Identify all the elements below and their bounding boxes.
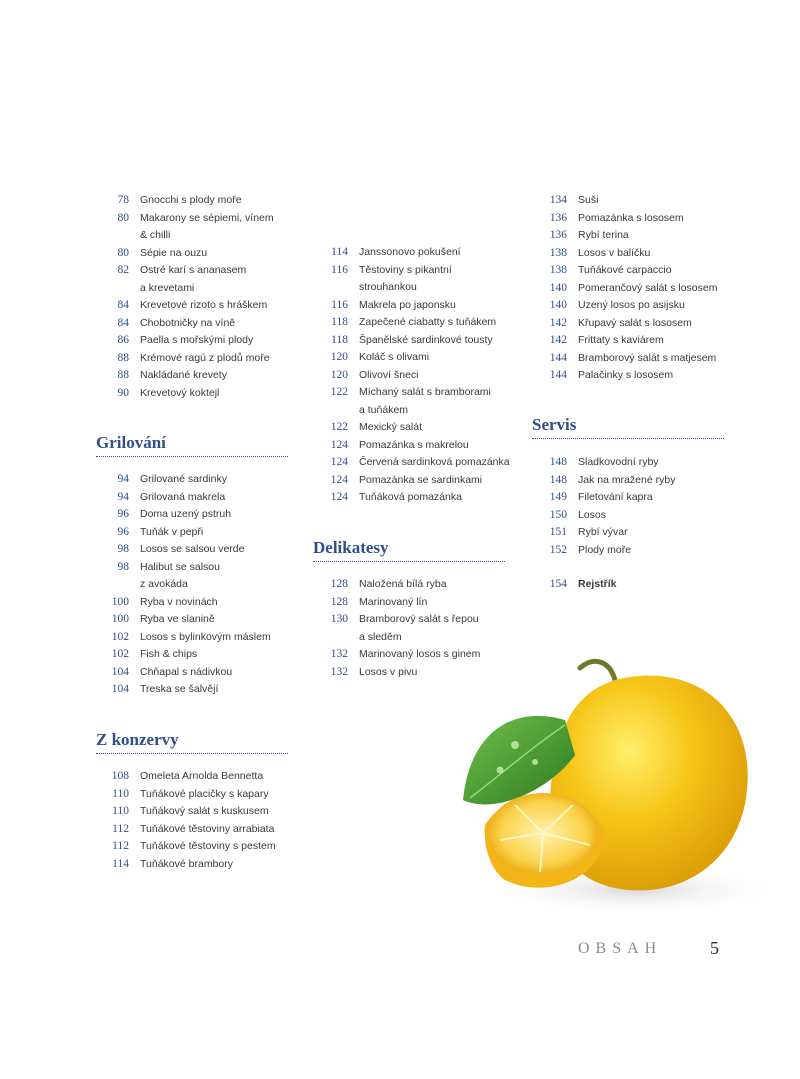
- section-header-delikatesy: [312, 538, 505, 562]
- entry-title: Mexický salát: [359, 421, 423, 433]
- page-number: 142: [549, 316, 567, 329]
- entry-title: a tuňákem: [359, 403, 409, 416]
- toc-entry: [95, 629, 295, 647]
- toc-entry: [95, 594, 295, 612]
- entry-title: Tuňákový salát s kuskusem: [140, 805, 269, 817]
- entry-title: Pomazánka s makrelou: [359, 438, 469, 451]
- entry-title: Pomazánka s lososem: [578, 211, 684, 224]
- entry-title: Marinovaný lín: [359, 595, 428, 608]
- entry-title: Jak na mražené ryby: [578, 473, 676, 486]
- toc-entry: [95, 768, 295, 786]
- page-number: 96: [117, 525, 129, 538]
- toc-entry: [533, 315, 733, 333]
- toc-entry: [314, 332, 514, 350]
- toc-column-3: [533, 192, 733, 385]
- entry-title: Křupavý salát s lososem: [578, 316, 692, 329]
- page-number: 78: [117, 194, 129, 206]
- toc-entry: [533, 262, 733, 280]
- page-number: 80: [117, 211, 129, 224]
- toc-entry: [314, 419, 514, 437]
- page-number: 90: [117, 386, 129, 399]
- toc-entry: [95, 245, 295, 263]
- page-number: 142: [549, 334, 567, 346]
- entry-title: Treska se šalvějí: [140, 683, 219, 695]
- entry-title: Tuňákové brambory: [140, 857, 233, 870]
- toc-entry-continuation: [314, 279, 514, 297]
- page-number: 124: [330, 456, 348, 468]
- page-number: 110: [112, 805, 129, 817]
- entry-title: Suši: [578, 194, 599, 206]
- page-number: 114: [112, 857, 129, 870]
- page-number: 86: [117, 334, 129, 346]
- toc-entry: [533, 280, 733, 298]
- toc-entry: [95, 471, 295, 489]
- toc-entry: [314, 454, 514, 472]
- page-number: 88: [117, 369, 129, 381]
- entry-title: Nakládané krevety: [140, 369, 227, 381]
- entry-title: Naložená bílá ryba: [359, 578, 447, 590]
- entry-title: Krevetový koktejl: [140, 386, 220, 399]
- toc-entry: [95, 350, 295, 368]
- toc-entry: [533, 210, 733, 228]
- toc-entry: [95, 559, 295, 577]
- entry-title: Losos: [578, 508, 607, 521]
- toc-entry: [533, 524, 733, 542]
- entry-title: Tuňáková pomazánka: [359, 491, 462, 503]
- toc-entry: [95, 611, 295, 629]
- toc-entry: [314, 349, 514, 367]
- page-number: 94: [117, 490, 129, 503]
- page-number: 88: [117, 351, 129, 364]
- page-number: 138: [549, 246, 567, 259]
- page-number: 132: [330, 648, 348, 660]
- page-number: 84: [117, 316, 129, 329]
- page-number: 110: [112, 787, 129, 800]
- toc-list: [95, 768, 295, 873]
- page-number: 128: [330, 595, 348, 608]
- entry-title: Tuňák v pepři: [140, 525, 204, 538]
- page-number: 108: [111, 770, 129, 782]
- entry-title: Fish & chips: [140, 648, 198, 660]
- entry-title: Pomerančový salát s lososem: [578, 281, 718, 294]
- page-number: 84: [117, 299, 129, 311]
- entry-title: Krémové ragú z plodů moře: [140, 351, 270, 364]
- toc-entry: [95, 315, 295, 333]
- toc-entry-continuation: [95, 227, 295, 245]
- entry-title: Krevetové rizoto s hráškem: [140, 299, 268, 311]
- toc-entry-continuation: [95, 280, 295, 298]
- page-number: 118: [331, 333, 348, 346]
- toc-entry: [314, 297, 514, 315]
- toc-entry: [95, 803, 295, 821]
- page-number: 98: [117, 560, 129, 573]
- entry-title: Grilovaná makrela: [140, 490, 226, 503]
- page-number: 120: [330, 368, 348, 381]
- page-number: 94: [117, 473, 129, 485]
- page-number: 152: [549, 543, 567, 556]
- entry-title: Chňapal s nádivkou: [140, 665, 233, 678]
- entry-title: Tuňákové placičky s kapary: [140, 787, 269, 800]
- toc-entry: [314, 384, 514, 402]
- entry-title: Filetování kapra: [578, 491, 653, 503]
- entry-title: Bramborový salát s matjesem: [578, 351, 717, 364]
- entry-title: Grilované sardinky: [140, 473, 227, 485]
- page-number: 124: [330, 438, 348, 451]
- entry-title: z avokáda: [140, 578, 188, 590]
- entry-title: Sladkovodní ryby: [578, 456, 659, 468]
- page-number: 80: [117, 246, 129, 259]
- toc-entry: [314, 594, 514, 612]
- entry-title: a krevetami: [140, 281, 195, 294]
- toc-column-3-servis: [533, 454, 733, 559]
- toc-entry: [533, 350, 733, 368]
- toc-entry: [95, 838, 295, 856]
- toc-column-1-grilovani: [95, 471, 295, 699]
- entry-title: Makarony se sépiemi, vínem: [140, 211, 274, 224]
- page-number: 128: [330, 578, 348, 590]
- entry-title: Koláč s olivami: [359, 351, 430, 363]
- toc-entry: [95, 681, 295, 699]
- page-number: 136: [549, 229, 567, 241]
- entry-title: Těstoviny s pikantní: [359, 263, 452, 276]
- toc-entry: [533, 227, 733, 245]
- section-title: Grilování: [96, 433, 288, 457]
- entry-title: Gnocchi s plody moře: [140, 194, 242, 206]
- toc-entry: [95, 646, 295, 664]
- toc-entry-continuation: [314, 402, 514, 420]
- entry-title: Zapečené ciabatty s tuňákem: [359, 316, 497, 328]
- entry-title: Rybí vývar: [578, 526, 628, 538]
- page-number: 104: [111, 665, 129, 678]
- toc-entry: [314, 437, 514, 455]
- toc-entry: [314, 367, 514, 385]
- toc-list: [533, 192, 733, 385]
- toc-entry: [533, 576, 733, 594]
- toc-entry: [533, 192, 733, 210]
- toc-entry: [314, 262, 514, 280]
- toc-entry: [95, 297, 295, 315]
- toc-entry-continuation: [95, 576, 295, 594]
- toc-entry: [95, 856, 295, 874]
- toc-index-entry: [533, 576, 733, 594]
- section-title: Delikatesy: [313, 538, 505, 562]
- toc-entry: [533, 332, 733, 350]
- page-number: 148: [549, 473, 567, 486]
- toc-entry: [95, 385, 295, 403]
- toc-column-2: [314, 244, 514, 507]
- entry-title: Janssonovo pokušení: [359, 246, 461, 258]
- entry-title: Tuňákové těstoviny arrabiata: [140, 822, 275, 835]
- page-number: 100: [111, 613, 129, 625]
- page-number: 116: [331, 298, 348, 311]
- page-number: 144: [549, 351, 567, 364]
- entry-title: Ryba ve slanině: [140, 613, 215, 625]
- page-number: 122: [330, 386, 348, 398]
- entry-title: Plody moře: [578, 543, 632, 556]
- toc-entry: [95, 332, 295, 350]
- toc-entry: [533, 472, 733, 490]
- toc-column-1: [95, 192, 295, 402]
- entry-title: Míchaný salát s bramborami: [359, 386, 491, 398]
- page-number: 102: [111, 630, 129, 643]
- page-number: 124: [330, 473, 348, 486]
- toc-entry: [95, 821, 295, 839]
- entry-title: Olivoví šneci: [359, 368, 419, 381]
- section-title: Servis: [532, 415, 724, 439]
- toc-column-1-z-konzervy: [95, 768, 295, 873]
- toc-entry: [95, 210, 295, 228]
- page-number: 144: [549, 369, 567, 381]
- toc-entry: [95, 489, 295, 507]
- entry-title: Marinovaný losos s ginem: [359, 648, 481, 660]
- toc-entry: [95, 786, 295, 804]
- entry-title: Červená sardinková pomazánka: [359, 456, 510, 468]
- page-number: 124: [330, 491, 348, 503]
- page-number: 82: [117, 264, 129, 276]
- page-number: 118: [331, 316, 348, 328]
- page-number: 138: [549, 264, 567, 276]
- toc-entry: [533, 454, 733, 472]
- toc-entry: [314, 244, 514, 262]
- page-number: 154: [549, 578, 567, 590]
- toc-list: [314, 244, 514, 507]
- page-number: 120: [330, 351, 348, 363]
- page-number: 114: [331, 246, 348, 258]
- toc-entry: [314, 576, 514, 594]
- page-number: 136: [549, 211, 567, 224]
- page-number-footer: 5: [710, 938, 719, 958]
- page-number: 134: [549, 194, 567, 206]
- toc-entry: [95, 262, 295, 280]
- lemon-with-leaf-icon: [455, 650, 785, 920]
- entry-title: Tuňákové těstoviny s pestem: [140, 840, 276, 852]
- section-label: OBSAH: [578, 940, 663, 957]
- entry-title: Losos v balíčku: [578, 246, 651, 259]
- entry-title: Bramborový salát s řepou: [359, 613, 479, 625]
- entry-title: Paella s mořskými plody: [140, 334, 254, 346]
- page-number: 140: [549, 299, 567, 311]
- entry-title: Losos v pivu: [359, 665, 418, 678]
- toc-entry: [95, 524, 295, 542]
- page-number: 102: [111, 648, 129, 660]
- toc-entry: [533, 367, 733, 385]
- toc-list: [95, 192, 295, 402]
- section-header-servis: [531, 415, 724, 439]
- entry-title: Doma uzený pstruh: [140, 508, 232, 520]
- entry-title: Ostré karí s ananasem: [140, 264, 247, 276]
- toc-entry: [95, 367, 295, 385]
- entry-title: strouhankou: [359, 281, 417, 293]
- entry-title: Pomazánka se sardinkami: [359, 473, 483, 486]
- entry-title: Omeleta Arnolda Bennetta: [140, 770, 264, 782]
- page-number: 96: [117, 508, 129, 520]
- section-header-z-konzervy: [95, 730, 288, 754]
- page-number: 104: [111, 683, 129, 695]
- toc-list: [533, 454, 733, 559]
- entry-title: a sleděm: [359, 630, 402, 643]
- entry-title: Makrela po japonsku: [359, 298, 456, 311]
- page-number: 148: [549, 456, 567, 468]
- page-number: 112: [112, 822, 129, 835]
- entry-title: Frittaty s kaviárem: [578, 334, 664, 346]
- toc-entry: [95, 192, 295, 210]
- section-title: Z konzervy: [96, 730, 288, 754]
- toc-entry: [533, 507, 733, 525]
- toc-entry: [95, 664, 295, 682]
- entry-title: Tuňákové carpaccio: [578, 264, 672, 276]
- entry-title: Rybí terina: [578, 229, 629, 241]
- entry-title: Sépie na ouzu: [140, 246, 208, 259]
- page-number: 98: [117, 543, 129, 555]
- page-number: 122: [330, 421, 348, 433]
- entry-title: Uzený losos po asijsku: [578, 299, 685, 311]
- section-header-grilovani: [95, 433, 288, 457]
- entry-title: Losos se salsou verde: [140, 543, 245, 555]
- toc-entry: [533, 489, 733, 507]
- page-number: 150: [549, 508, 567, 521]
- toc-list: [95, 471, 295, 699]
- entry-title: Španělské sardinkové tousty: [359, 333, 493, 346]
- page-number: 151: [549, 526, 567, 538]
- entry-title: Losos s bylinkovým máslem: [140, 630, 271, 643]
- page-number: 130: [330, 613, 348, 625]
- toc-entry: [314, 472, 514, 490]
- toc-entry: [533, 542, 733, 560]
- page-number: 116: [331, 263, 348, 276]
- entry-title: Halibut se salsou: [140, 560, 220, 573]
- toc-entry: [533, 297, 733, 315]
- page-number: 132: [330, 665, 348, 678]
- toc-entry: [314, 314, 514, 332]
- toc-entry-continuation: [314, 629, 514, 647]
- toc-entry: [95, 541, 295, 559]
- page-number: 140: [549, 281, 567, 294]
- page-number: 149: [549, 491, 567, 503]
- entry-title: Rejstřík: [578, 578, 617, 590]
- entry-title: Palačinky s lososem: [578, 369, 674, 381]
- page-number: 100: [111, 595, 129, 608]
- toc-entry: [314, 489, 514, 507]
- entry-title: & chilli: [140, 229, 171, 241]
- toc-entry: [533, 245, 733, 263]
- toc-entry: [314, 611, 514, 629]
- entry-title: Ryba v novinách: [140, 595, 218, 608]
- toc-entry: [95, 506, 295, 524]
- entry-title: Chobotničky na víně: [140, 316, 236, 329]
- page-number: 112: [112, 840, 129, 852]
